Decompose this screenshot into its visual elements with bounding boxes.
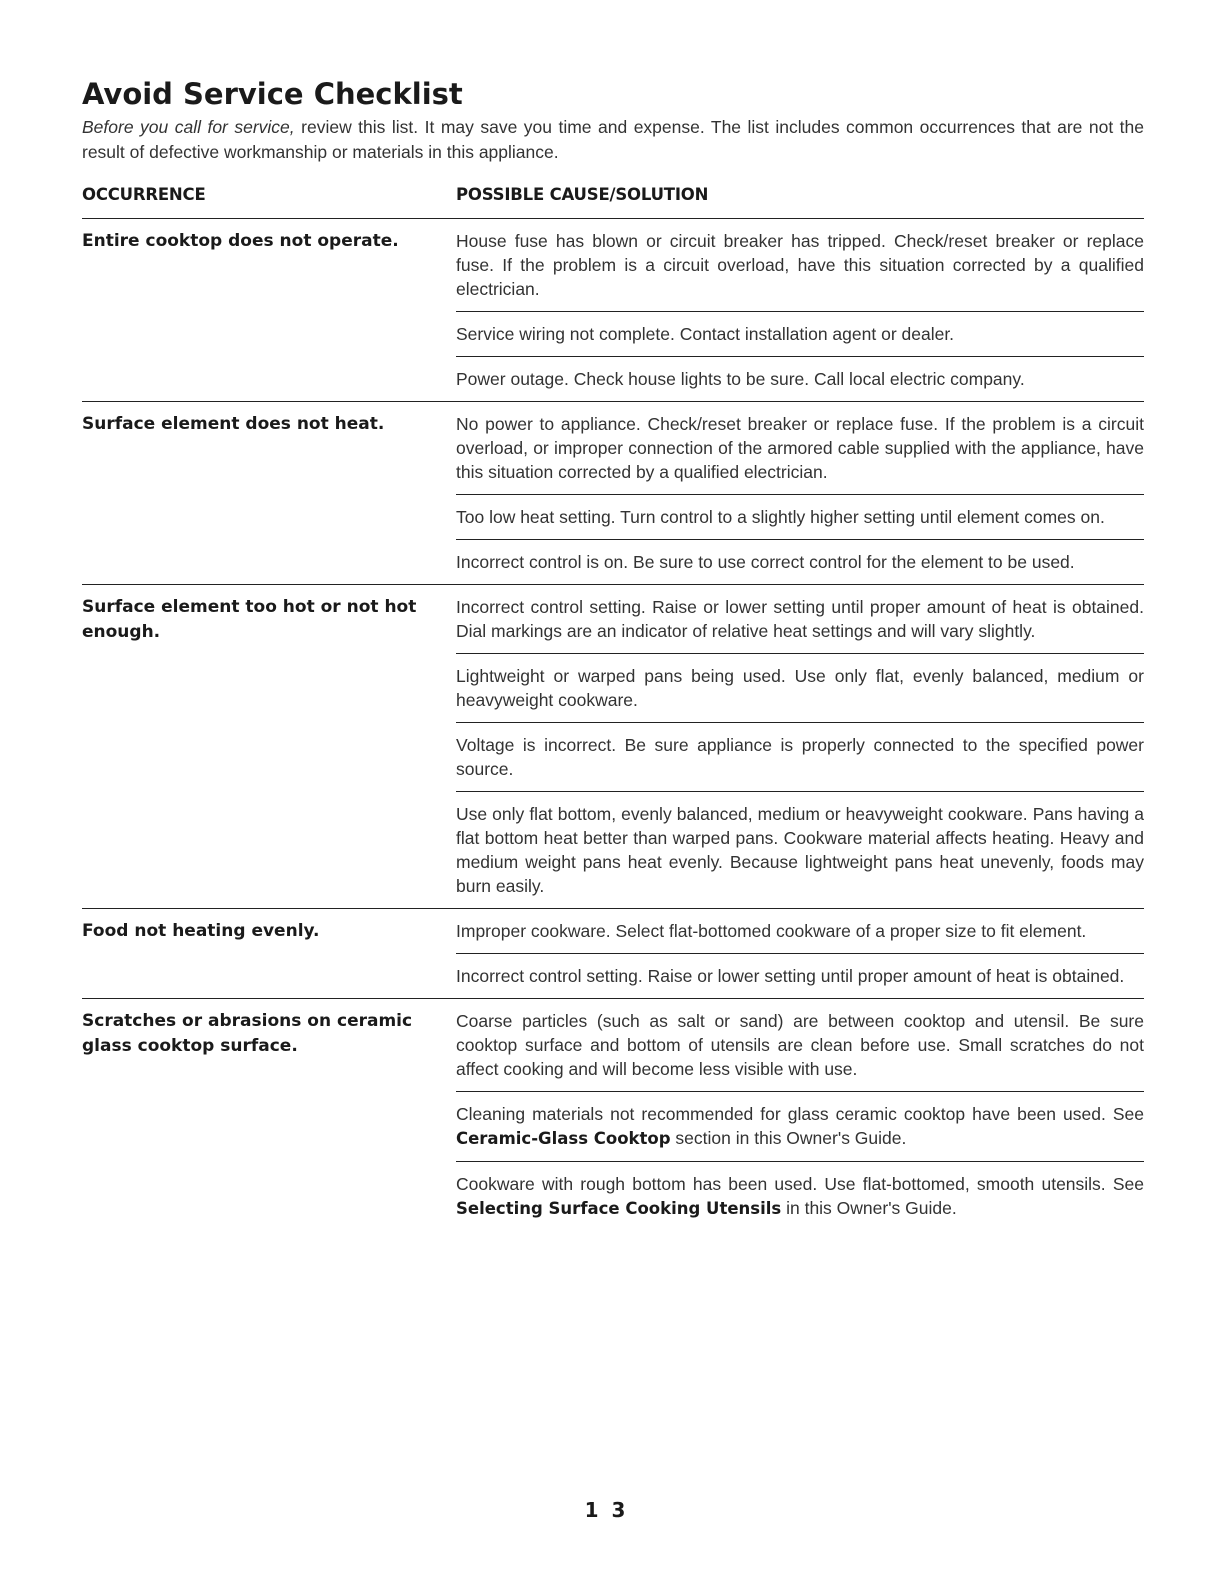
occurrence-header: OCCURRENCE (82, 185, 206, 204)
section-reference: Ceramic-Glass Cooktop (456, 1129, 671, 1148)
table-row (82, 585, 1144, 909)
solution-item: Improper cookware. Select flat-bottomed cookware of a proper size to fit element. (456, 921, 1087, 941)
checklist-page (82, 74, 1144, 1231)
section-reference: Selecting Surface Cooking Utensils (456, 1199, 782, 1218)
solution-header: POSSIBLE CAUSE/SOLUTION (456, 185, 709, 204)
occurrence-cell: Scratches or abrasions on ceramic glass cooktop surface. (82, 1011, 413, 1056)
occurrence-cell: Food not heating evenly. (82, 921, 320, 941)
solution-item: Incorrect control setting. Raise or lower setting until proper amount of heat is obtained. Dial markings are an indicator of relative heat settings and will vary slightly. (456, 597, 1144, 641)
solution-item: Use only flat bottom, evenly balanced, medium or heavyweight cookware. Pans having a flat bottom heat better than warped pans. Cookware material affects heating. Heavy and medium weight pans heat evenly. Because lightweight pans heat unevenly, foods may burn easily. (456, 791, 1144, 908)
intro-text: review this list. It may save you time and expense. The list includes common occurrences that are not the result of defective workmanship or materials in this appliance. (82, 117, 1144, 162)
solutions-cell (456, 585, 1144, 908)
solution-text: Cookware with rough bottom has been used. Use flat-bottomed, smooth utensils. See (456, 1174, 1144, 1194)
solutions-cell (456, 402, 1144, 584)
solution-text: in this Owner's Guide. (781, 1198, 957, 1218)
solution-item: No power to appliance. Check/reset breaker or replace fuse. If the problem is a circuit overload, or improper connection of the armored cable supplied with the appliance, have this situation corrected by a qualified electrician. (456, 414, 1144, 482)
occurrence-cell: Entire cooktop does not operate. (82, 231, 399, 251)
table-row (82, 909, 1144, 999)
solution-item (456, 1161, 1144, 1231)
solution-item: Coarse particles (such as salt or sand) are between cooktop and utensil. Be sure cooktop surface and bottom of utensils are clean before use. Small scratches do not affect cooking and will become less visible with use. (456, 1011, 1144, 1079)
solution-item: Incorrect control setting. Raise or lower setting until proper amount of heat is obtained. (456, 953, 1144, 998)
occurrence-cell: Surface element too hot or not hot enough. (82, 597, 417, 642)
solutions-cell (456, 219, 1144, 401)
solution-item: Incorrect control is on. Be sure to use correct control for the element to be used. (456, 539, 1144, 584)
solution-item (456, 1091, 1144, 1161)
intro-italic: Before you call for service, (82, 117, 295, 137)
solution-item: Voltage is incorrect. Be sure appliance is properly connected to the specified power source. (456, 722, 1144, 791)
occurrence-cell: Surface element does not heat. (82, 414, 385, 434)
intro-paragraph (82, 115, 1144, 165)
solutions-cell (456, 999, 1144, 1231)
solution-text: section in this Owner's Guide. (670, 1128, 907, 1148)
column-headers (82, 185, 1144, 219)
checklist-table (82, 219, 1144, 1231)
table-row (82, 402, 1144, 585)
table-row (82, 999, 1144, 1231)
solution-item: Lightweight or warped pans being used. Use only flat, evenly balanced, medium or heavyweight cookware. (456, 653, 1144, 722)
solution-item: Power outage. Check house lights to be sure. Call local electric company. (456, 356, 1144, 401)
page-title: Avoid Service Checklist (82, 77, 463, 111)
solution-text: Cleaning materials not recommended for glass ceramic cooktop have been used. See (456, 1104, 1144, 1124)
solution-item: Too low heat setting. Turn control to a slightly higher setting until element comes on. (456, 494, 1144, 539)
solution-item: House fuse has blown or circuit breaker has tripped. Check/reset breaker or replace fuse. If the problem is a circuit overload, have this situation corrected by a qualified electrician. (456, 231, 1144, 299)
solutions-cell (456, 909, 1144, 998)
page-number: 1 3 (584, 1498, 629, 1522)
table-row (82, 219, 1144, 402)
solution-item: Service wiring not complete. Contact installation agent or dealer. (456, 311, 1144, 356)
